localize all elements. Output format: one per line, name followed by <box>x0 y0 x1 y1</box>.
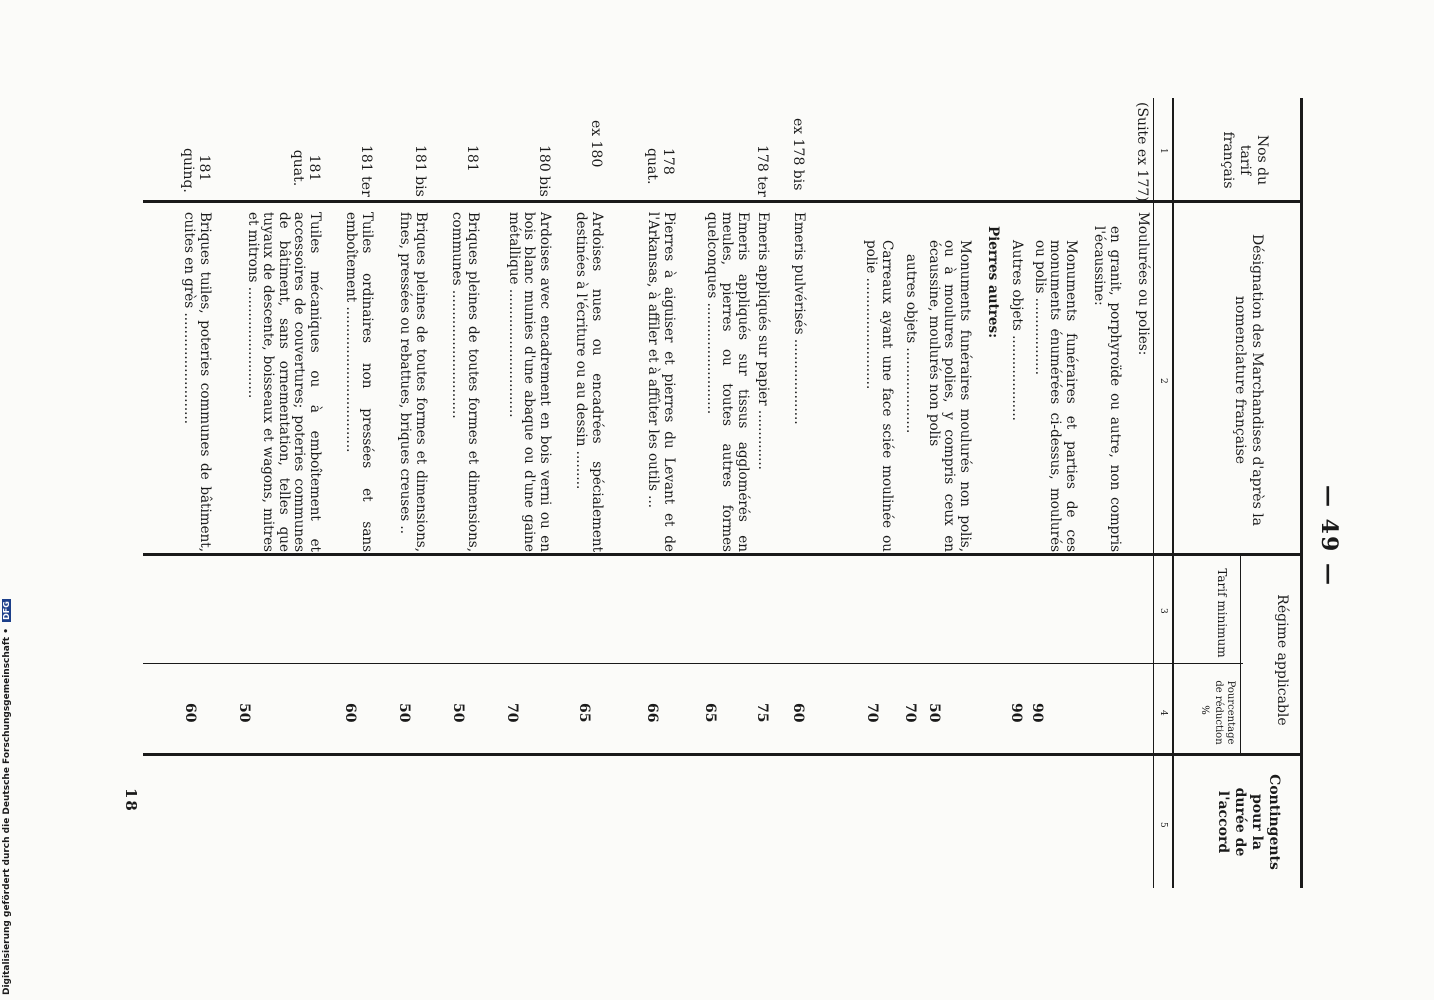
colnum-3: 3 <box>1158 608 1168 614</box>
row-rate: 60 <box>342 703 358 723</box>
row-rate: 90 <box>1008 703 1024 723</box>
row-rate: 65 <box>702 703 718 723</box>
row-code: 178 quat. <box>644 148 676 185</box>
row-code: (Suite ex 177) <box>1134 102 1150 202</box>
row-desc: en granit, porphyroïde ou autre, non compris l'écaussine: <box>1091 226 1123 552</box>
row-desc: autres objets .................... <box>903 254 919 434</box>
signature-mark: 18 <box>122 788 140 813</box>
col4-separator <box>143 753 1303 756</box>
row-rate: 66 <box>644 703 660 723</box>
row-desc: Tuiles ordinaires non pressées et sans emboîtement .................................. <box>343 212 375 552</box>
regime-separator <box>1240 556 1241 756</box>
row-rate: 50 <box>236 703 252 723</box>
row-desc: Emeris appliqués sur papier .............. <box>755 212 771 470</box>
col1-separator <box>143 200 1303 203</box>
header-col3: Tarif minimum <box>1215 568 1229 658</box>
header-col4-line1: Pourcentage <box>1225 680 1236 745</box>
page-number: — 49 — <box>1316 485 1342 587</box>
row-rate: 75 <box>754 703 770 723</box>
row-rate: 70 <box>504 703 520 723</box>
row-code: ex 180 <box>588 120 604 168</box>
colnum-1: 1 <box>1158 148 1168 154</box>
row-desc: Emeris appliqués sur tissus agglomérés en meules, pierres ou toutes autres formes quelconques .......................... <box>704 212 751 552</box>
header-col5: Contingents pour la durée de l'accord <box>1215 774 1282 870</box>
row-desc: Monuments funéraires moulurés non polis, ou à moulures polies, y compris ceux en écaussine, moulurés non polis <box>926 240 973 552</box>
row-rate: 60 <box>790 703 806 723</box>
row-desc: Ardoises avec encadrement en bois verni ou en bois blanc munies d'une abaque ou d'une gaine métallique .............................. <box>506 212 553 552</box>
header-col2: Désignation des Marchandises d'après la nomenclature française <box>1232 233 1265 527</box>
row-code: ex 178 bis <box>790 118 806 191</box>
row-code: 181 <box>464 145 480 172</box>
row-desc: Carreaux ayant une face sciée moulinée ou polie .......................... <box>863 240 895 552</box>
row-desc: Ardoises nues ou encadrées spécialement destinées à l'écriture ou au dessin ......... <box>573 212 605 552</box>
header-col4-line2: de réduction <box>1213 680 1224 745</box>
row-code: 178 ter <box>754 145 770 197</box>
row-desc: Moulurées ou polies: <box>1135 212 1151 356</box>
colnum-4: 4 <box>1158 710 1168 716</box>
header-col1: Nos du tarif français <box>1220 131 1270 189</box>
row-code: 181 ter <box>358 145 374 197</box>
row-desc: Pierres autres: <box>985 226 1001 339</box>
row-desc: Briques pleines de toutes formes et dimensions, communes .............................. <box>449 212 481 552</box>
row-desc: Monuments funéraires et parties de ces monuments énumérées ci-dessus, moulurés ou polis .................. <box>1032 240 1079 552</box>
row-desc: Briques pleines de toutes formes et dimensions, fines, pressées ou rebattues, briques creuses .. <box>397 212 429 552</box>
row-desc: Emeris pulvérisés .................... <box>791 212 807 425</box>
header-regime: Régime applicable <box>1274 594 1290 726</box>
dfg-logo: DFG <box>2 601 11 620</box>
row-rate: 70 <box>864 703 880 723</box>
row-code: 181 bis <box>412 145 428 197</box>
table-top-rule <box>1300 98 1303 888</box>
colnum-rule <box>1153 98 1154 888</box>
row-desc: Autres objets .................... <box>1009 240 1025 421</box>
col3-separator <box>143 663 1243 664</box>
row-rate: 65 <box>576 703 592 723</box>
row-code: 181 quat. <box>290 149 322 187</box>
row-rate: 60 <box>182 703 198 723</box>
header-bottom-rule <box>1172 98 1174 888</box>
row-rate: 70 <box>902 703 918 723</box>
row-desc: Briques tuiles, poteries communes de bâtiment, cuites en grès .......................... <box>181 212 213 552</box>
row-rate: 50 <box>926 703 942 723</box>
header-col4-unit: % <box>1199 705 1210 715</box>
row-desc: Pierres à aiguiser et pierres du Levant et de l'Arkansas, à affiler et à affûter les outils ... <box>645 212 677 552</box>
row-rate: 50 <box>450 703 466 723</box>
row-rate: 50 <box>396 703 412 723</box>
row-desc: Tuiles mécaniques ou à emboîtement et accessoires de couvertures; poteries communes de bâtiment, sans ornementation, telles que tuyaux de descente, boisseaux et wagons, mitres et mitrons .......................... <box>245 212 323 552</box>
colnum-2: 2 <box>1158 378 1168 384</box>
digitization-footer: Digitalisierung gefördert durch die Deutsche Forschungsgemeinschaft • DFG <box>2 601 12 995</box>
row-rate: 90 <box>1029 703 1045 723</box>
colnum-5: 5 <box>1158 822 1168 828</box>
col2-separator <box>143 553 1303 556</box>
row-code: 180 bis <box>536 145 552 197</box>
row-code: 181 quinq. <box>180 148 212 193</box>
